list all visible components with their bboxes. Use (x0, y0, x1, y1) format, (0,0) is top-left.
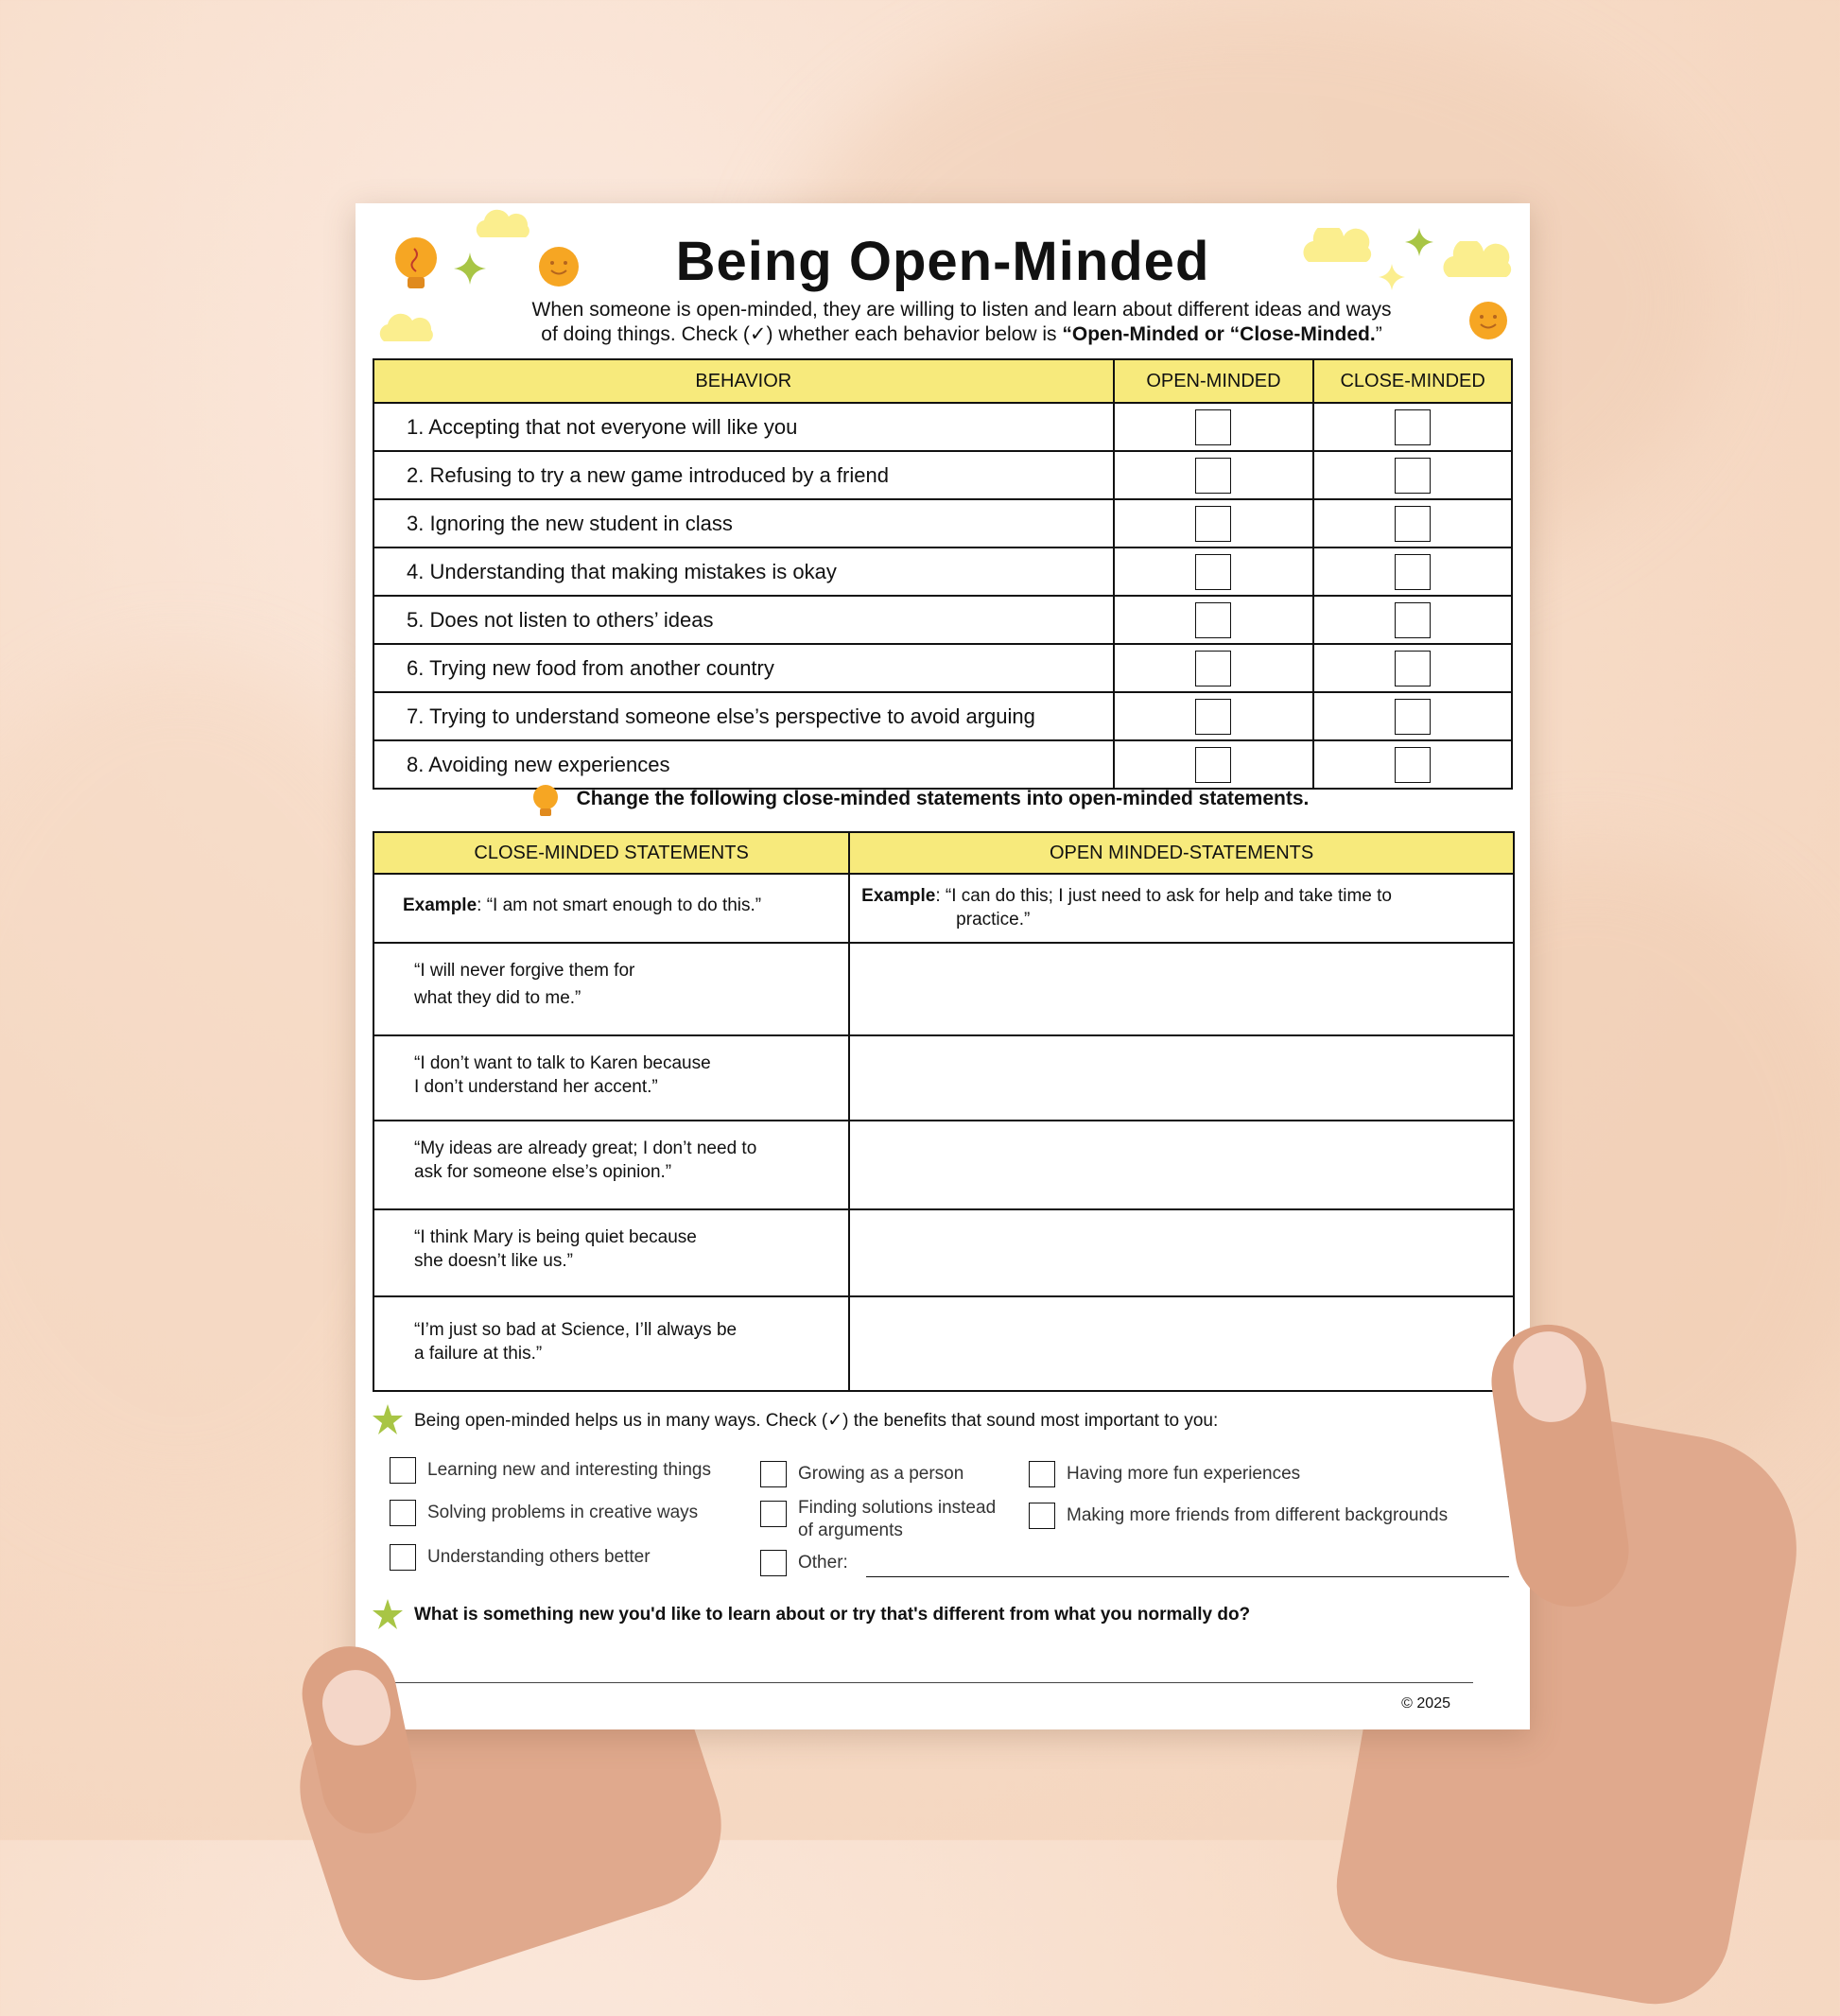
other-label: Other: (798, 1553, 848, 1573)
open-minded-header: OPEN-MINDED (1114, 359, 1314, 403)
intro-line-2-bold: “Open-Minded or “Close-Minded. (1062, 323, 1376, 345)
worksheet-title: Being Open-Minded (675, 231, 1210, 292)
benefit-label: Having more fun experiences (1067, 1464, 1301, 1485)
close-minded-checkbox[interactable] (1395, 699, 1431, 735)
answer-cell[interactable] (849, 1209, 1514, 1296)
behavior-text: 7. Trying to understand someone else’s perspective to avoid arguing (373, 692, 1114, 740)
answer-cell[interactable] (849, 1121, 1514, 1209)
copyright (1401, 1695, 1450, 1712)
statement-line-1: “My ideas are already great; I don’t need to (414, 1138, 757, 1158)
open-minded-checkbox[interactable] (1195, 506, 1231, 542)
final-question: What is something new you'd like to learn about or try that's different from what you normally do? (414, 1605, 1251, 1625)
close-minded-statement (373, 1296, 849, 1391)
behavior-text: 8. Avoiding new experiences (373, 740, 1114, 789)
open-minded-checkbox[interactable] (1195, 699, 1231, 735)
benefit-option[interactable] (390, 1544, 651, 1571)
table-row (373, 1121, 1514, 1209)
open-minded-checkbox[interactable] (1195, 747, 1231, 783)
example-close-text: : “I am not smart enough to do this.” (477, 895, 762, 915)
example-label: Example (403, 895, 477, 915)
behavior-text: 3. Ignoring the new student in class (373, 499, 1114, 547)
behavior-header: BEHAVIOR (373, 359, 1114, 403)
example-open-text-2: practice.” (956, 910, 1031, 930)
checkbox-icon[interactable] (390, 1457, 416, 1484)
copyright-symbol: © (1401, 1695, 1413, 1712)
close-minded-checkbox[interactable] (1395, 409, 1431, 445)
table-row (373, 596, 1512, 644)
close-minded-statement (373, 1121, 849, 1209)
close-minded-header: CLOSE-MINDED (1313, 359, 1512, 403)
checkbox-icon[interactable] (1029, 1461, 1055, 1487)
table-row (373, 451, 1512, 499)
table-row (373, 644, 1512, 692)
benefit-label-line-1: Finding solutions instead (798, 1498, 997, 1518)
close-minded-statement (373, 943, 849, 1035)
close-minded-statement (373, 1035, 849, 1121)
answer-cell[interactable] (849, 943, 1514, 1035)
checkbox-icon[interactable] (760, 1550, 787, 1576)
benefit-label: Understanding others better (427, 1547, 651, 1568)
close-minded-checkbox[interactable] (1395, 651, 1431, 686)
table-row (373, 943, 1514, 1035)
other-write-line[interactable] (866, 1576, 1509, 1577)
close-minded-checkbox[interactable] (1395, 602, 1431, 638)
answer-line[interactable] (374, 1682, 1473, 1683)
checkbox-icon[interactable] (760, 1501, 787, 1527)
cloud-icon (376, 313, 433, 345)
intro-line-2-text: of doing things. Check (✓) whether each behavior below is (541, 323, 1063, 345)
benefit-label: Growing as a person (798, 1464, 964, 1485)
example-label: Example (861, 886, 936, 906)
table-row (373, 403, 1512, 451)
benefit-option[interactable] (1029, 1503, 1448, 1529)
benefit-label (798, 1497, 996, 1542)
other-option[interactable] (760, 1550, 848, 1576)
statement-line-2: ask for someone else’s opinion.” (414, 1162, 672, 1182)
benefits-question: Being open-minded helps us in many ways. Check (✓) the benefits that sound most important to you: (414, 1411, 1219, 1431)
behavior-text: 2. Refusing to try a new game introduced by a friend (373, 451, 1114, 499)
statement-line-2: she doesn’t like us.” (414, 1251, 573, 1271)
close-minded-checkbox[interactable] (1395, 506, 1431, 542)
example-row (373, 874, 1514, 943)
table-row (373, 499, 1512, 547)
behavior-text: 4. Understanding that making mistakes is okay (373, 547, 1114, 596)
close-minded-checkbox[interactable] (1395, 747, 1431, 783)
close-minded-checkbox[interactable] (1395, 554, 1431, 590)
smiley-sun-icon (1467, 300, 1509, 341)
benefit-option[interactable] (390, 1500, 698, 1526)
benefit-option[interactable] (760, 1461, 963, 1487)
intro-line-1: When someone is open-minded, they are willing to listen and learn about different ideas and ways (531, 299, 1392, 321)
benefit-label: Making more friends from different backgrounds (1067, 1505, 1449, 1526)
benefit-label: Learning new and interesting things (427, 1460, 711, 1481)
statement-line-2: a failure at this.” (414, 1344, 543, 1364)
behavior-text: 1. Accepting that not everyone will like you (373, 403, 1114, 451)
example-open-text-1: : “I can do this; I just need to ask for help and take time to (935, 886, 1392, 906)
close-minded-checkbox[interactable] (1395, 458, 1431, 494)
close-minded-statements-header: CLOSE-MINDED STATEMENTS (373, 832, 849, 874)
instruction-text: Change the following close-minded statements into open-minded statements. (576, 788, 1310, 809)
checkbox-icon[interactable] (390, 1544, 416, 1571)
statement-line-1: “I don’t want to talk to Karen because (414, 1053, 711, 1073)
table-row (373, 547, 1512, 596)
statement-line-1: “I’m just so bad at Science, I’ll always be (414, 1320, 738, 1340)
intro-text (450, 298, 1473, 347)
open-minded-statements-header: OPEN MINDED-STATEMENTS (849, 832, 1514, 874)
checkbox-icon[interactable] (760, 1461, 787, 1487)
statement-line-2: what they did to me.” (414, 988, 582, 1008)
table-row (373, 692, 1512, 740)
intro-line-2 (450, 322, 1473, 347)
checkbox-icon[interactable] (390, 1500, 416, 1526)
intro-line-2-end: ” (1375, 323, 1382, 345)
table-row (373, 1296, 1514, 1391)
star-icon (371, 1597, 405, 1631)
behavior-table (373, 358, 1513, 790)
open-minded-checkbox[interactable] (1195, 602, 1231, 638)
open-minded-checkbox[interactable] (1195, 458, 1231, 494)
example-open-statement (849, 874, 1514, 943)
star-icon (371, 1402, 405, 1436)
benefit-option[interactable] (390, 1457, 711, 1484)
worksheet-paper (356, 203, 1530, 1729)
example-close-statement (373, 874, 849, 943)
close-minded-statement (373, 1209, 849, 1296)
statement-line-1: “I think Mary is being quiet because (414, 1227, 697, 1247)
benefit-label-line-2: of arguments (798, 1521, 903, 1540)
benefit-label: Solving problems in creative ways (427, 1503, 699, 1523)
answer-cell[interactable] (849, 1035, 1514, 1121)
statement-line-1: “I will never forgive them for (414, 961, 635, 981)
open-minded-checkbox[interactable] (1195, 651, 1231, 686)
open-minded-checkbox[interactable] (1195, 554, 1231, 590)
table-row (373, 740, 1512, 789)
answer-cell[interactable] (849, 1296, 1514, 1391)
checkbox-icon[interactable] (1029, 1503, 1055, 1529)
benefit-option[interactable] (1029, 1461, 1300, 1487)
benefit-option[interactable] (760, 1497, 996, 1542)
behavior-text: 6. Trying new food from another country (373, 644, 1114, 692)
copyright-year: 2025 (1416, 1695, 1450, 1712)
behavior-text: 5. Does not listen to others’ ideas (373, 596, 1114, 644)
table-row (373, 1209, 1514, 1296)
statements-table (373, 831, 1515, 1392)
statement-line-2: I don’t understand her accent.” (414, 1077, 658, 1097)
table-row (373, 1035, 1514, 1121)
open-minded-checkbox[interactable] (1195, 409, 1231, 445)
